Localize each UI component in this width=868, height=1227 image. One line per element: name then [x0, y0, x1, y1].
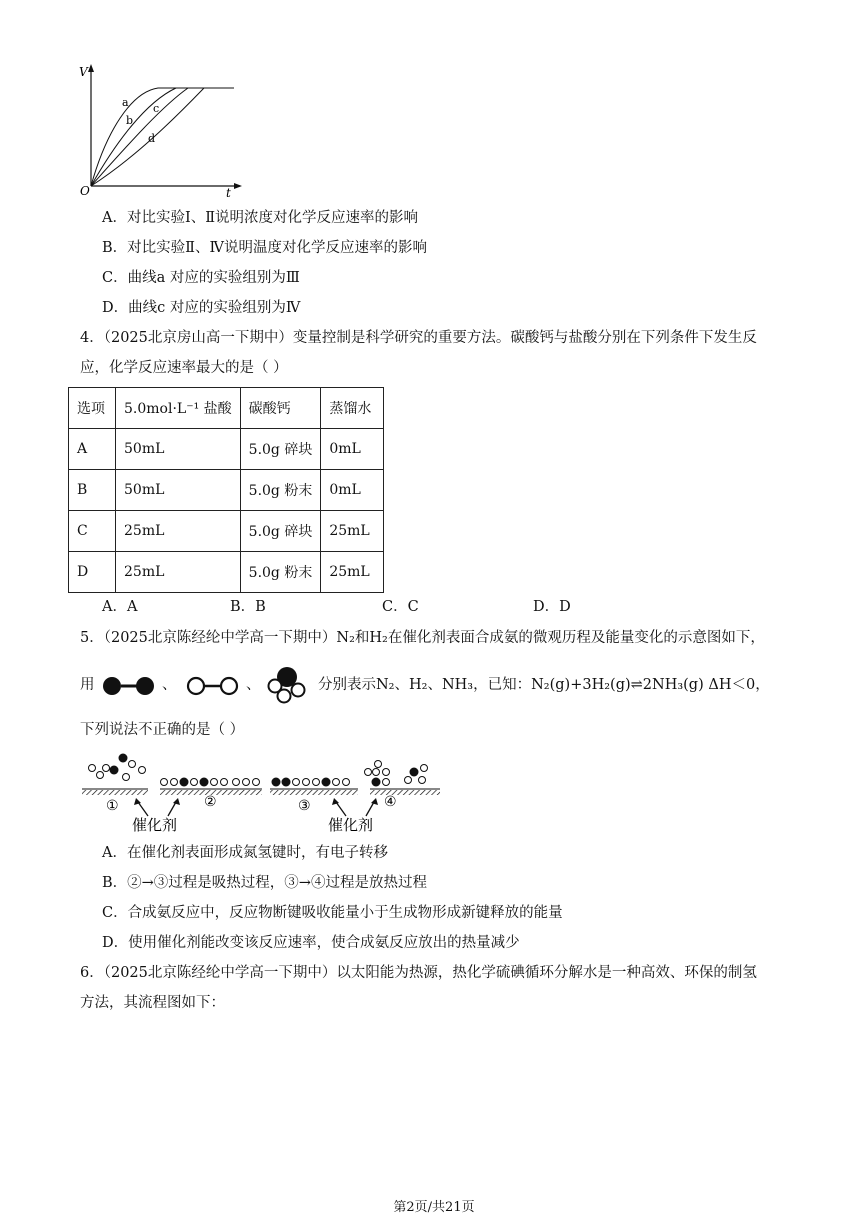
step-4-label: ④ — [384, 794, 397, 810]
table-row — [69, 470, 384, 511]
catalyst-surface-diagram — [80, 750, 446, 836]
step-1-label: ① — [106, 798, 119, 814]
v-t-graph — [76, 62, 246, 198]
table-header: 选项 — [69, 388, 116, 429]
nh3-molecule-icon — [264, 664, 314, 704]
catalyst-label-2: 催化剂 — [328, 816, 374, 834]
q3-option-d: D．曲线c 对应的实验组别为Ⅳ — [102, 300, 301, 316]
table-header-row — [69, 388, 384, 429]
y-axis-label: V — [79, 65, 88, 79]
q4-choice-c: C．C — [382, 599, 419, 615]
table-cell: 25mL — [116, 511, 241, 552]
step-2-label: ② — [204, 794, 217, 810]
n2-molecule-icon — [100, 673, 158, 699]
catalyst-label-1: 催化剂 — [132, 816, 178, 834]
q5-option-b: B．②→③过程是吸热过程，③→④过程是放热过程 — [102, 875, 427, 891]
table-row — [69, 552, 384, 593]
h2-molecule-icon — [184, 673, 242, 699]
table-header: 蒸馏水 — [321, 388, 384, 429]
table-cell: 5.0g 碎块 — [240, 511, 321, 552]
q6-stem-line1: 6．（2025北京陈经纶中学高一下期中）以太阳能为热源，热化学硫碘循环分解水是一种高效、环保的制氢 — [80, 965, 757, 981]
q4-choice-a: A．A — [102, 599, 138, 615]
q4-stem-line2: 应，化学反应速率最大的是（ ） — [80, 360, 288, 376]
q3-option-c: C．曲线a 对应的实验组别为Ⅲ — [102, 270, 300, 286]
table-row — [69, 511, 384, 552]
q5-stem-line3: 下列说法不正确的是（ ） — [80, 722, 245, 738]
table-header: 碳酸钙 — [240, 388, 321, 429]
table-cell: 25mL — [116, 552, 241, 593]
table-cell: 0mL — [321, 429, 384, 470]
table-cell: A — [69, 429, 116, 470]
table-cell: 25mL — [321, 511, 384, 552]
q5-option-c: C．合成氨反应中，反应物断键吸收能量小于生成物形成新键释放的能量 — [102, 905, 563, 921]
table-cell: 5.0g 粉末 — [240, 470, 321, 511]
table-cell: 50mL — [116, 429, 241, 470]
q5-use-word: 用 — [80, 677, 95, 693]
curve-c-label: c — [153, 102, 160, 115]
q5-sep-1: 、 — [162, 677, 177, 693]
table-cell: C — [69, 511, 116, 552]
table-cell: 5.0g 粉末 — [240, 552, 321, 593]
step-3-label: ③ — [298, 798, 311, 814]
q4-table — [68, 387, 384, 593]
table-row — [69, 429, 384, 470]
q5-option-a: A．在催化剂表面形成氮氢键时，有电子转移 — [102, 845, 388, 861]
table-cell: 50mL — [116, 470, 241, 511]
curve-b-label: b — [126, 114, 134, 127]
table-cell: 5.0g 碎块 — [240, 429, 321, 470]
q5-option-d: D．使用催化剂能改变该反应速率，使合成氨反应放出的热量减少 — [102, 935, 520, 951]
q5-legend-text: 分别表示N₂、H₂、NH₃，已知：N₂(g)+3H₂(g)⇌2NH₃(g) ΔH＜0， — [318, 677, 770, 693]
curve-a-label: a — [122, 96, 129, 109]
q5-stem-line1: 5．（2025北京陈经纶中学高一下期中）N₂和H₂在催化剂表面合成氨的微观历程及能量变化的示意图如下， — [80, 630, 765, 646]
table-cell: D — [69, 552, 116, 593]
table-cell: B — [69, 470, 116, 511]
q5-sep-2: 、 — [246, 677, 261, 693]
table-cell: 25mL — [321, 552, 384, 593]
q3-option-b: B．对比实验Ⅱ、Ⅳ说明温度对化学反应速率的影响 — [102, 240, 427, 256]
q4-choice-d: D．D — [533, 599, 571, 615]
page-footer: 第2页/共21页 — [393, 1200, 475, 1215]
q6-stem-line2: 方法，其流程图如下： — [80, 995, 225, 1011]
x-axis-label: t — [226, 186, 231, 198]
q4-choice-b: B．B — [230, 599, 266, 615]
curve-d-label: d — [148, 132, 156, 145]
table-cell: 0mL — [321, 470, 384, 511]
q4-stem-line1: 4．（2025北京房山高一下期中）变量控制是科学研究的重要方法。碳酸钙与盐酸分别在下列条件下发生反 — [80, 330, 757, 346]
origin-label: O — [80, 184, 90, 198]
table-header: 5.0mol·L⁻¹ 盐酸 — [116, 388, 241, 429]
q3-option-a: A．对比实验Ⅰ、Ⅱ说明浓度对化学反应速率的影响 — [102, 210, 419, 226]
